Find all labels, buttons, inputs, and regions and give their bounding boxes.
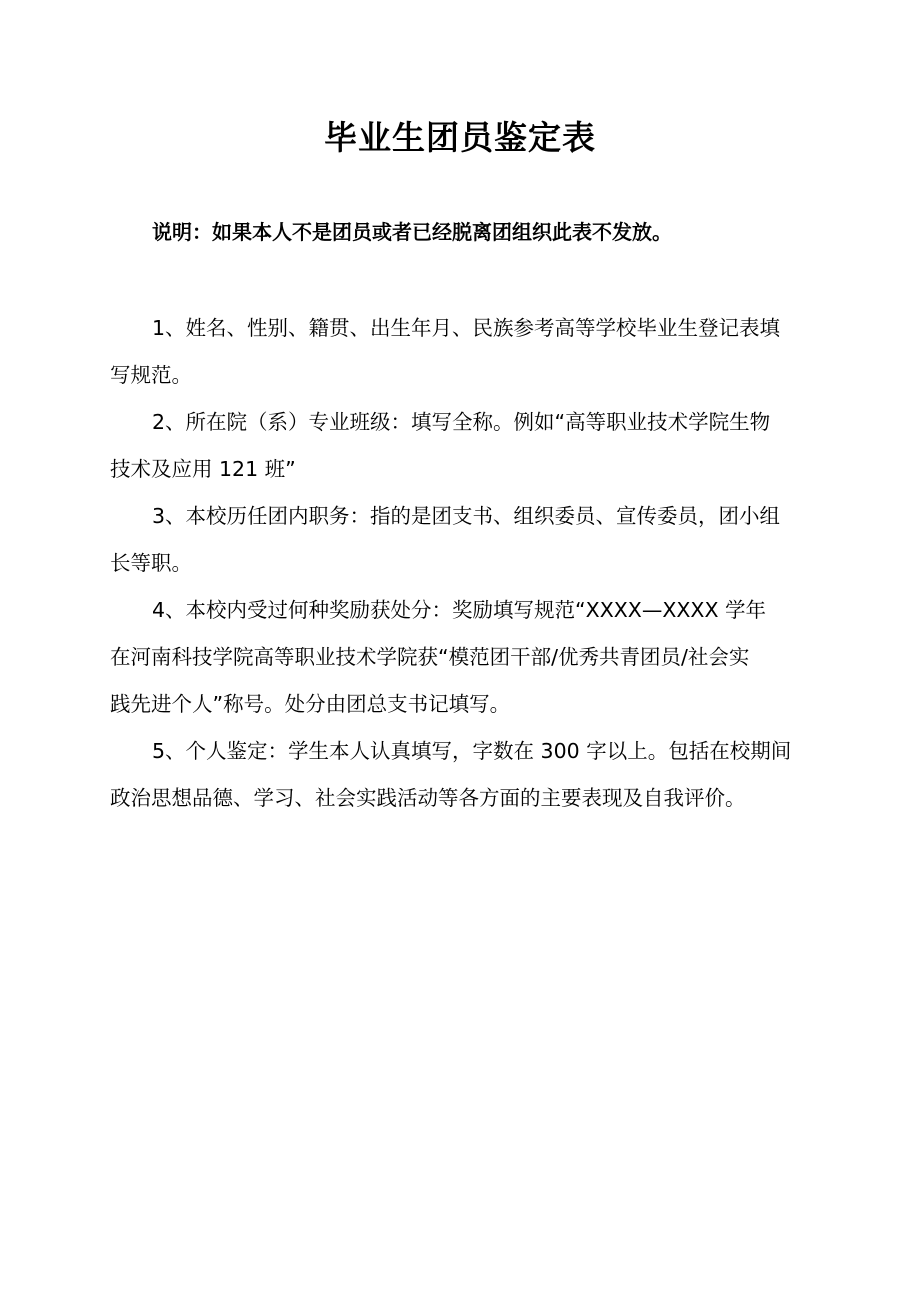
item-line: 在河南科技学院高等职业技术学院获“模范团干部/优秀共青团员/社会实 [110,645,750,669]
item-line: 1、姓名、性别、籍贯、出生年月、民族参考高等学校毕业生登记表填 [152,316,781,340]
instruction-item-2 [110,404,820,498]
item-line: 技术及应用 121 班” [110,457,296,481]
item-line: 5、个人鉴定：学生本人认真填写，字数在 300 字以上。包括在校期间 [152,739,792,763]
item-line: 长等职。 [110,551,192,575]
instruction-item-3 [110,498,820,592]
instruction-item-5 [110,733,820,827]
item-line: 政治思想品德、学习、社会实践活动等各方面的主要表现及自我评价。 [110,786,746,810]
item-line: 践先进个人”称号。处分由团总支书记填写。 [110,692,511,716]
instruction-note: 说明：如果本人不是团员或者已经脱离团组织此表不发放。 [152,220,672,244]
instruction-item-4 [110,592,820,733]
item-line: 写规范。 [110,363,192,387]
instruction-item-1 [110,310,820,404]
page-title: 毕业生团员鉴定表 [324,118,596,157]
instruction-list [110,310,820,827]
item-line: 4、本校内受过何种奖励获处分：奖励填写规范“XXXX—XXXX 学年 [152,598,767,622]
item-line: 3、本校历任团内职务：指的是团支书、组织委员、宣传委员，团小组 [152,504,781,528]
item-line: 2、所在院（系）专业班级：填写全称。例如“高等职业技术学院生物 [152,410,771,434]
